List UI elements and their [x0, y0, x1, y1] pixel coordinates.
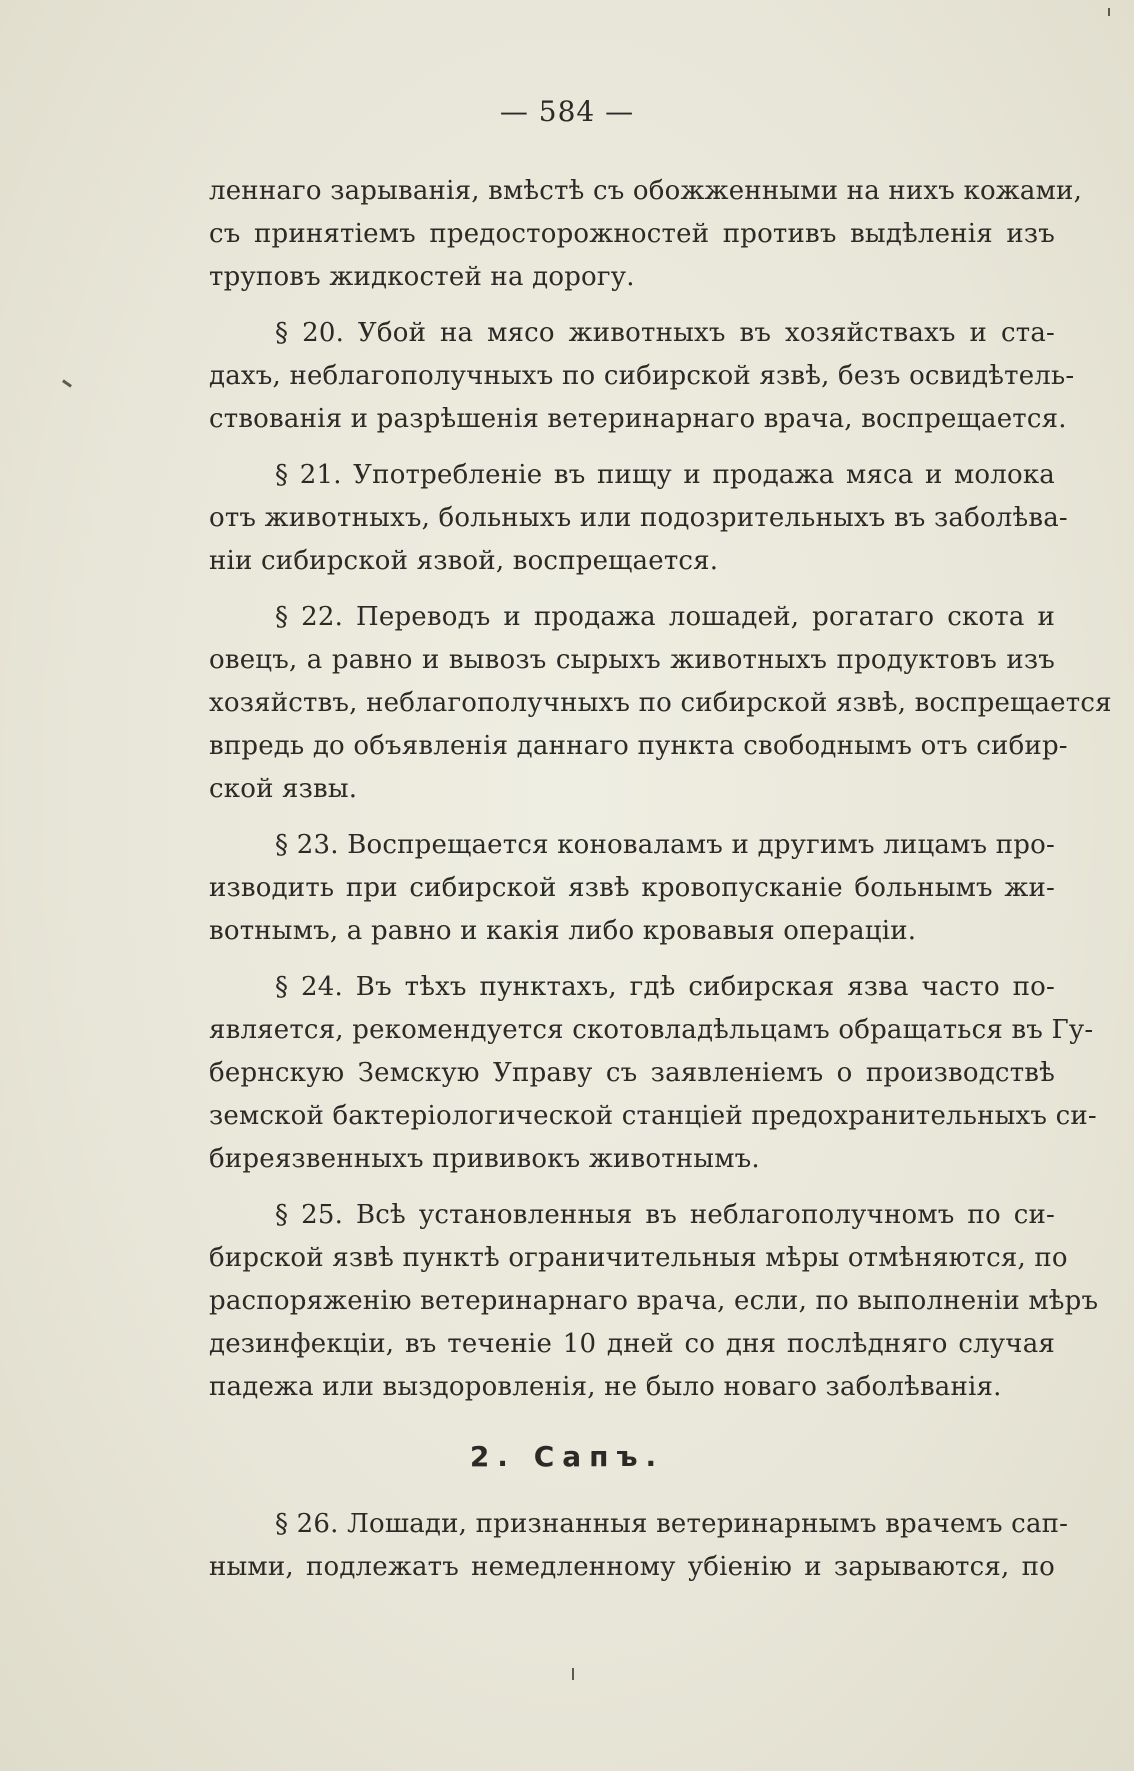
paragraph-section-22 [209, 596, 1112, 811]
paragraph-section-24 [209, 966, 1097, 1181]
section-heading: 2. Сапъ. [469, 1440, 665, 1473]
text-line: § 22. Переводъ и продажа лошадей, рогатаго скота и [275, 602, 1055, 632]
scan-speck [1108, 8, 1110, 16]
text-line: леннаго зарыванія, вмѣстѣ съ обожженными на нихъ кожами, [209, 176, 1083, 206]
text-line: является, рекомендуется скотовладѣльцамъ обращаться въ Гу- [209, 1015, 1094, 1045]
text-line: § 26. Лошади, признанныя ветеринарнымъ врачемъ сап- [275, 1509, 1069, 1539]
text-line: распоряженію ветеринарнаго врача, если, по выполненіи мѣръ [209, 1286, 1099, 1316]
text-line: отъ животныхъ, больныхъ или подозрительныхъ въ заболѣва- [209, 503, 1068, 533]
paragraph-continuation [209, 170, 1083, 299]
paragraph-section-23 [209, 824, 1055, 953]
text-line: овецъ, а равно и вывозъ сырыхъ животныхъ продуктовъ изъ [209, 645, 1055, 675]
text-line: § 24. Въ тѣхъ пунктахъ, гдѣ сибирская язва часто по- [275, 972, 1055, 1002]
paragraph-section-26 [209, 1503, 1069, 1589]
text-line: § 23. Воспрещается коноваламъ и другимъ лицамъ про- [275, 830, 1055, 860]
text-line: § 25. Всѣ установленныя въ неблагополучномъ по си- [275, 1200, 1055, 1230]
scan-speck [572, 1668, 574, 1680]
text-line: биреязвенныхъ прививокъ животнымъ. [209, 1144, 760, 1174]
text-line: труповъ жидкостей на дорогу. [209, 262, 635, 292]
paragraph-section-25 [209, 1194, 1099, 1409]
text-line: дезинфекціи, въ теченіе 10 дней со дня послѣдняго случая [209, 1329, 1055, 1359]
text-line: падежа или выздоровленія, не было новаго заболѣванія. [209, 1372, 1002, 1402]
text-line: вотнымъ, а равно и какія либо кровавыя операціи. [209, 916, 917, 946]
body-text [209, 170, 1112, 1409]
text-line: § 20. Убой на мясо животныхъ въ хозяйствахъ и ста- [275, 318, 1055, 348]
text-line: бернскую Земскую Управу съ заявленіемъ о производствѣ [209, 1058, 1055, 1088]
text-line: ской язвы. [209, 774, 358, 804]
text-line: бирской язвѣ пунктѣ ограничительныя мѣры отмѣняются, по [209, 1243, 1068, 1273]
scan-speck [62, 379, 72, 387]
text-line: земской бактеріологической станціей предохранительныхъ си- [209, 1101, 1097, 1131]
text-line: изводить при сибирской язвѣ кровопусканіе больнымъ жи- [209, 873, 1055, 903]
text-line: ніи сибирской язвой, воспрещается. [209, 546, 719, 576]
text-line: дахъ, неблагополучныхъ по сибирской язвѣ, безъ освидѣтель- [209, 361, 1075, 391]
paragraph-section-21 [209, 454, 1068, 583]
text-line: ствованія и разрѣшенія ветеринарнаго врача, воспрещается. [209, 404, 1067, 434]
page-number: — 584 — [499, 95, 635, 128]
paragraph-section-20 [209, 312, 1075, 441]
text-line: § 21. Употребленіе въ пищу и продажа мяса и молока [275, 460, 1055, 490]
text-line: впредь до объявленія даннаго пункта свободнымъ отъ сибир- [209, 731, 1068, 761]
text-line: съ принятіемъ предосторожностей противъ выдѣленія изъ [209, 219, 1055, 249]
text-line: хозяйствъ, неблагополучныхъ по сибирской язвѣ, воспрещается [209, 688, 1112, 718]
text-line: ными, подлежатъ немедленному убіенію и зарываются, по [209, 1552, 1055, 1582]
